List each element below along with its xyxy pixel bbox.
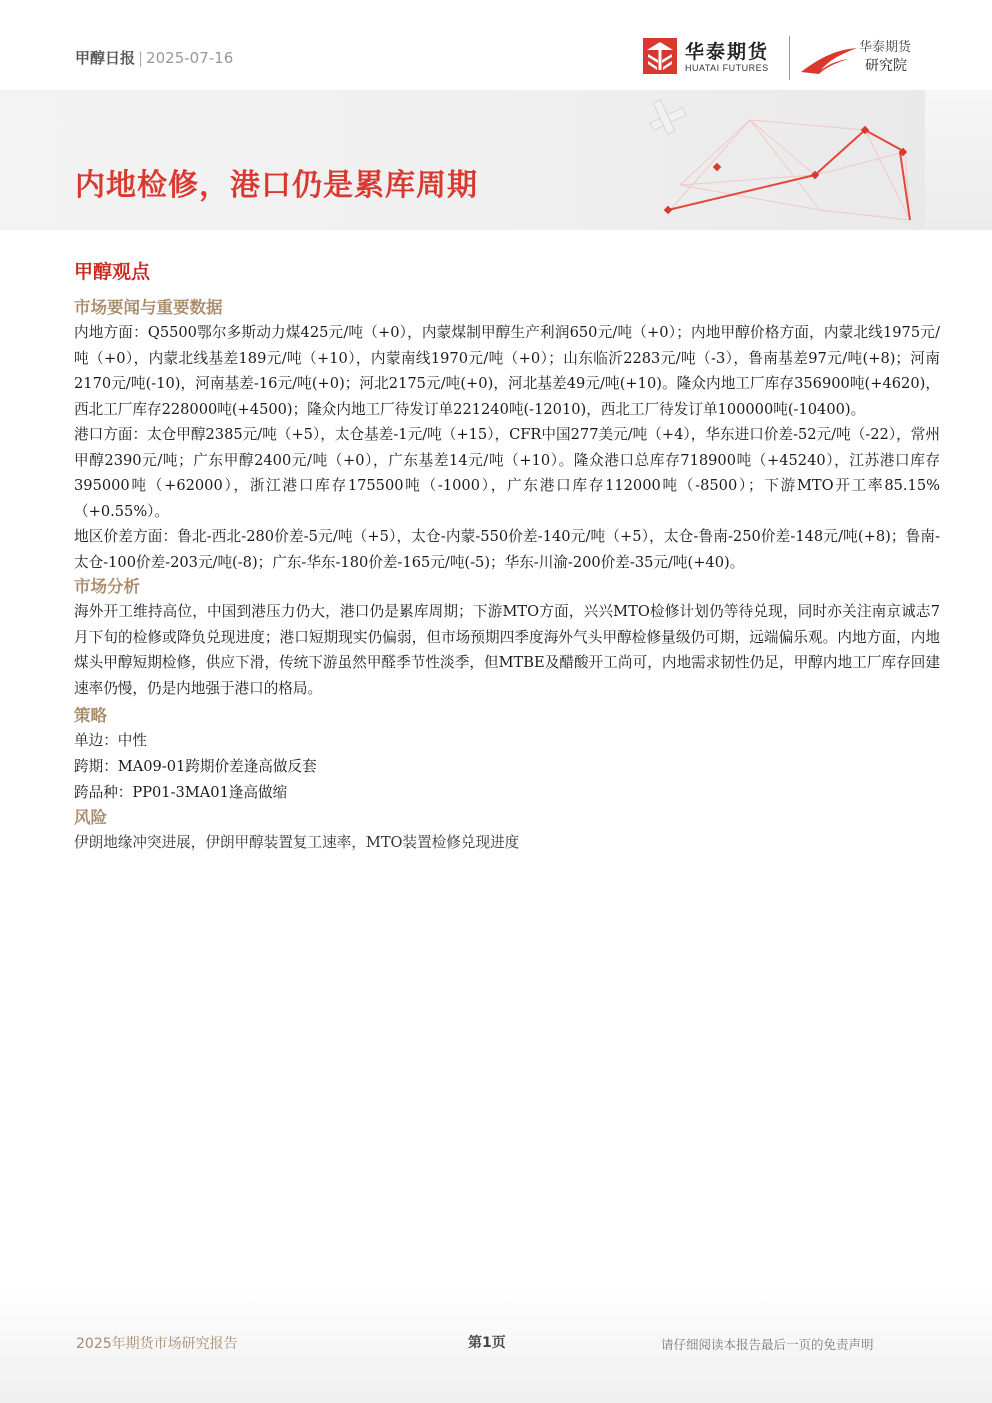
news-paragraph-spread: 地区价差方面：鲁北-西北-280价差-5元/吨（+5），太仓-内蒙-550价差-140元/吨（+5），太仓-鲁南-250价差-148元/吨(+8)；鲁南-太仓-100价差-203元/吨(-8)；广东-华东-180价差-165元/吨(-5)；华东-川渝-200价差-35元/吨(+40)。 bbox=[74, 528, 940, 571]
strategy-heading: 策略 bbox=[74, 706, 107, 725]
institute-swoosh-icon bbox=[799, 40, 859, 74]
logo-divider bbox=[789, 36, 790, 80]
strategy-line-outright: 单边：中性 bbox=[74, 732, 147, 749]
header-separator: | bbox=[138, 49, 144, 67]
report-type: 甲醇日报 bbox=[75, 49, 136, 67]
report-title: 内地检修，港口仍是累库周期 bbox=[75, 168, 478, 203]
news-heading: 市场要闻与重要数据 bbox=[74, 298, 223, 317]
report-date: 2025-07-16 bbox=[146, 49, 234, 67]
network-decoration-graphic bbox=[620, 90, 925, 230]
huatai-logo-icon bbox=[643, 38, 677, 74]
page-number: 第1页 bbox=[468, 1335, 506, 1351]
risk-text: 伊朗地缘冲突进展，伊朗甲醇装置复工速率，MTO装置检修兑现进度 bbox=[74, 834, 520, 851]
news-paragraph-inland: 内地方面：Q5500鄂尔多斯动力煤425元/吨（+0），内蒙煤制甲醇生产利润650元/吨（+0）；内地甲醇价格方面，内蒙北线1975元/吨（+0），内蒙北线基差189元/吨（+10），内蒙南线1970元/吨（+0）；山东临沂2283元/吨（-3），鲁南基差97元/吨(+8)；河南2170元/吨(-10)，河南基差-16元/吨(+0)；河北2175元/吨(+0)，河北基差49元/吨(+10)。隆众内地工厂库存356900吨(+4620)，西北工厂库存228000吨(+4500)；隆众内地工厂待发订单221240吨(-12010)，西北工厂待发订单100000吨(-10400)。 bbox=[74, 324, 940, 418]
report-body bbox=[74, 258, 940, 856]
analysis-paragraph: 海外开工维持高位，中国到港压力仍大，港口仍是累库周期；下游MTO方面，兴兴MTO检修计划仍等待兑现，同时亦关注南京诚志7月下旬的检修或降负兑现进度；港口短期现实仍偏弱，但市场预期四季度海外气头甲醇检修量级仍可期，远端偏乐观。内地方面，内地煤头甲醇短期检修，供应下滑，传统下游虽然甲醛季节性淡季，但MTBE及醋酸开工尚可，内地需求韧性仍足，甲醇内地工厂库存回建速率仍慢，仍是内地强于港口的格局。 bbox=[74, 603, 940, 697]
strategy-line-cross: 跨品种：PP01-3MA01逢高做缩 bbox=[74, 784, 288, 801]
news-paragraph-port: 港口方面：太仓甲醇2385元/吨（+5），太仓基差-1元/吨（+15），CFR中国277美元/吨（+4），华东进口价差-52元/吨（-22），常州甲醇2390元/吨；广东甲醇2400元/吨（+0），广东基差14元/吨（+10）。隆众港口总库存718900吨（+45240），江苏港口库存395000吨（+62000），浙江港口库存175500吨（-1000），广东港口库存112000吨（-8500）；下游MTO开工率85.15%（+0.55%）。 bbox=[74, 426, 940, 520]
main-heading: 甲醇观点 bbox=[74, 261, 151, 283]
risk-heading: 风险 bbox=[74, 808, 107, 827]
strategy-line-calendar: 跨期：MA09-01跨期价差逢高做反套 bbox=[74, 758, 317, 775]
disclaimer-note: 请仔细阅读本报告最后一页的免责声明 bbox=[661, 1337, 874, 1352]
company-name-en: HUATAI FUTURES bbox=[685, 63, 769, 73]
company-name-cn: 华泰期货 bbox=[685, 41, 770, 63]
footer-report-label: 2025年期货市场研究报告 bbox=[76, 1336, 238, 1352]
report-type-tag bbox=[75, 47, 233, 68]
institute-name-line2: 研究院 bbox=[865, 58, 907, 74]
analysis-heading: 市场分析 bbox=[74, 577, 140, 596]
institute-name-line1: 华泰期货 bbox=[859, 40, 912, 55]
